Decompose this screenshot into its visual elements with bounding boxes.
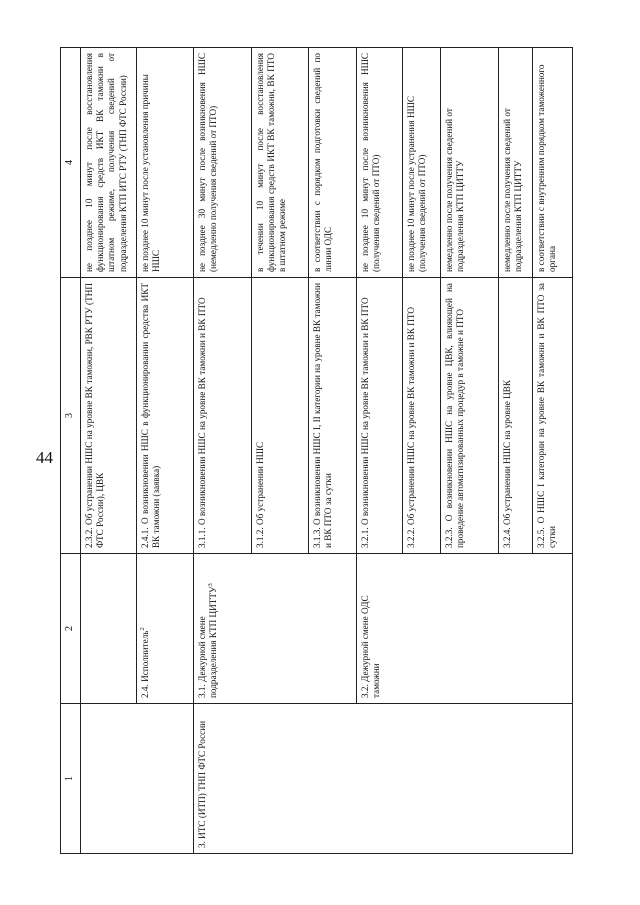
cell-c4: в соответствии с внутренним порядком таможенного органа: [533, 48, 573, 278]
cell-c4: в течении 10 минут после восстановления функционирования средств ИКТ ВК таможни, ВК ПТО в штатном режиме: [252, 48, 309, 278]
rotated-table-container: [60, 48, 580, 854]
cell-c3: 3.2.1. О возникновении НШС на уровне ВК таможни и ВК ПТО: [357, 278, 403, 554]
cell-c4: не позднее 10 минут после устранения НШС (получения сведений от ПТО): [403, 48, 441, 278]
cell-c4: не позднее 10 минут после восстановления функционирования средств ИКТ ВК таможни в штатном режиме, получения сведений от подразделения КТП ИТС РТУ (ТНП ФТС России): [81, 48, 137, 278]
cell-c1-empty: [81, 704, 194, 854]
cell-c4: немедленно после получения сведений от подразделения КТП ЦИТТУ: [499, 48, 533, 278]
header-col-2: 2: [61, 554, 81, 704]
cell-c2: 3.1. Дежурной смене подразделения КТП ЦИТТУ$^3$: [194, 554, 357, 704]
notification-table: [60, 47, 573, 854]
table-row: [194, 48, 252, 854]
cell-c3: 3.1.1. О возникновении НШС на уровне ВК таможни и ВК ПТО: [194, 278, 252, 554]
cell-c1: 3. ИТС (ИТП) ТНП ФТС России: [194, 704, 573, 854]
cell-c2: 3.2. Дежурной смене ОДС таможни: [357, 554, 573, 704]
cell-c3: 3.2.2. Об устранении НШС на уровне ВК таможни и ВК ПТО: [403, 278, 441, 554]
cell-c3: 3.2.4. Об устранении НШС на уровне ЦВК: [499, 278, 533, 554]
cell-c3: 3.1.3. О возникновении НШС I, II категории на уровне ВК таможни и ВК ПТО за сутки: [309, 278, 357, 554]
cell-c4: не позднее 10 минут после установления причины НШС: [137, 48, 194, 278]
table-header-row: [61, 48, 81, 854]
cell-c4: немедленно после получения сведений от подразделения КТП ЦИТТУ: [441, 48, 499, 278]
cell-c3: 3.1.2. Об устранении НШС: [252, 278, 309, 554]
cell-c3: 3.2.3. О возникновении НШС на уровне ЦВК, влияющей на проведение автоматизированных процедур в таможне и ПТО: [441, 278, 499, 554]
page-number: 44: [36, 448, 53, 467]
header-col-4: 4: [61, 48, 81, 278]
table-row: [81, 48, 137, 854]
cell-c4: не позднее 10 минут после возникновения НШС (получения сведений от ПТО): [357, 48, 403, 278]
cell-c3: 2.3.2. Об устранении НШС на уровне ВК таможни, РВК РТУ (ТНП ФТС России), ЦВК: [81, 278, 137, 554]
cell-c3: 2.4.1. О возникновении НШС в функционировании средства ИКТ ВК таможни (заявка): [137, 278, 194, 554]
cell-c3: 3.2.5. О НШС I категории на уровне ВК таможни и ВК ПТО за сутки: [533, 278, 573, 554]
cell-c4: в соответствии с порядком подготовки сведений по линии ОДС: [309, 48, 357, 278]
cell-c4: не позднее 30 минут после возникновения НШС (немедленно получения сведений от ПТО): [194, 48, 252, 278]
header-col-1: 1: [61, 704, 81, 854]
cell-c2-empty: [81, 554, 137, 704]
cell-c2: 2.4. Исполнитель$^2$: [137, 554, 194, 704]
header-col-3: 3: [61, 278, 81, 554]
